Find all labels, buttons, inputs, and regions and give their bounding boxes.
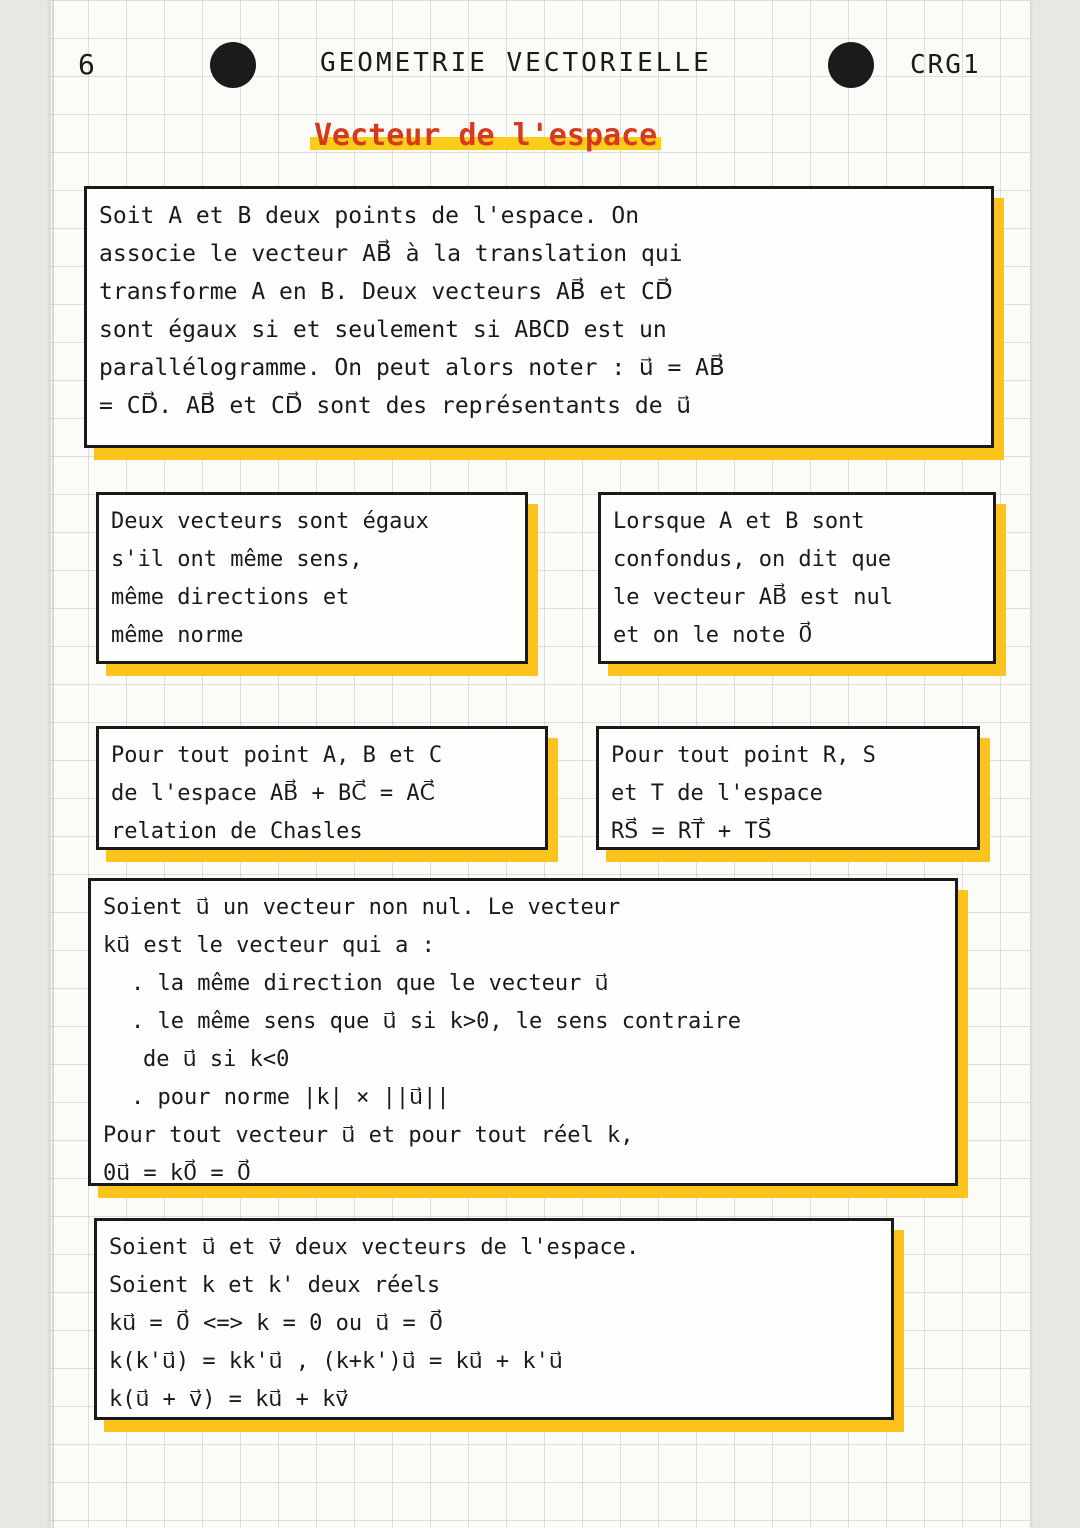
text-line: ku⃗ = 0⃗ <=> k = 0 ou u⃗ = 0⃗ [109, 1311, 444, 1336]
null-vector-box [598, 492, 996, 664]
margin-line [52, 0, 54, 1528]
text-line: k(k'u⃗) = kk'u⃗ , (k+k')u⃗ = ku⃗ + k'u⃗ [109, 1349, 563, 1374]
text-line: même directions et [111, 585, 350, 610]
text-line: transforme A en B. Deux vecteurs AB⃗ et CD⃗ [99, 279, 673, 305]
scalar-multiplication-box [88, 878, 958, 1186]
text-line: sont égaux si et seulement si ABCD est un [99, 317, 667, 343]
page-header-title: GEOMETRIE VECTORIELLE [320, 48, 712, 78]
notebook-page [50, 0, 1030, 1528]
bullet-item-continuation: de u⃗ si k<0 [143, 1047, 290, 1072]
text-line: Lorsque A et B sont [613, 509, 865, 534]
text-line: 0u⃗ = k0⃗ = 0⃗ [103, 1161, 251, 1186]
text-line: de l'espace AB⃗ + BC⃗ = AC⃗ [111, 781, 435, 806]
binder-hole-right [828, 42, 874, 88]
bullet-item: . pour norme |k| × ||u⃗|| [131, 1085, 450, 1110]
text-line: Pour tout vecteur u⃗ et pour tout réel k, [103, 1123, 634, 1148]
text-line: Soient u⃗ un vecteur non nul. Le vecteur [103, 895, 621, 920]
text-line: Soit A et B deux points de l'espace. On [99, 203, 640, 229]
text-line: relation de Chasles [111, 819, 363, 844]
text-line: k(u⃗ + v⃗) = ku⃗ + kv⃗ [109, 1387, 349, 1412]
binder-hole-left [210, 42, 256, 88]
chasles-box [96, 726, 548, 850]
rst-relation-box [596, 726, 980, 850]
text-line: le vecteur AB⃗ est nul [613, 585, 893, 610]
text-line: associe le vecteur AB⃗ à la translation qui [99, 241, 683, 267]
text-line: Soient u⃗ et v⃗ deux vecteurs de l'espace. [109, 1235, 640, 1260]
definition-box [84, 186, 994, 448]
vector-properties-box [94, 1218, 894, 1420]
page-number: 6 [78, 48, 95, 81]
bullet-item: . le même sens que u⃗ si k>0, le sens contraire [131, 1009, 741, 1034]
equal-vectors-box [96, 492, 528, 664]
text-line: Pour tout point R, S [611, 743, 876, 768]
page-header-code: CRG1 [910, 50, 981, 80]
text-line: parallélogramme. On peut alors noter : u⃗ = AB⃗ [99, 355, 725, 381]
bullet-item: . la même direction que le vecteur u⃗ [131, 971, 609, 996]
text-line: même norme [111, 623, 244, 648]
text-line: Pour tout point A, B et C [111, 743, 443, 768]
text-line: Soient k et k' deux réels [109, 1273, 441, 1298]
text-line: ku⃗ est le vecteur qui a : [103, 933, 435, 958]
text-line: RS⃗ = RT⃗ + TS⃗ [611, 819, 772, 844]
text-line: Deux vecteurs sont égaux [111, 509, 429, 534]
text-line: et T de l'espace [611, 781, 823, 806]
section-title: Vecteur de l'espace [310, 118, 661, 153]
text-line: s'il ont même sens, [111, 547, 363, 572]
text-line: confondus, on dit que [613, 547, 892, 572]
text-line: = CD⃗. AB⃗ et CD⃗ sont des représentants de u⃗ [99, 393, 691, 419]
text-line: et on le note 0⃗ [613, 623, 813, 648]
